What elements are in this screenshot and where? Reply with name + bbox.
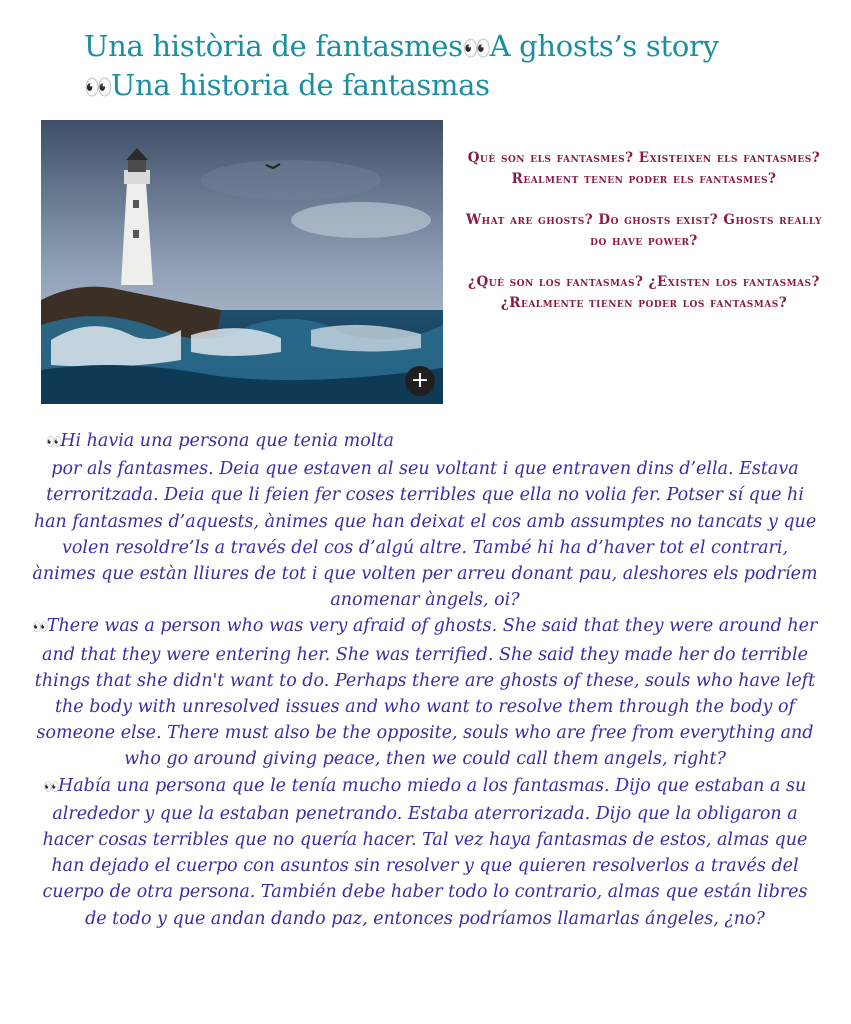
story-catalan: por als fantasmes. Deia que estaven al seu voltant i que entraven dins d’ella. Estava terroritzada. Deia que li feien fer coses terribles que ella no volia fer. Potser sí que hi han fantasmes d’aquests, ànimes que han deixat el cos amb assumptes no tancats y que volen resoldre’ls a través del cos d’algú altre. També hi ha d’haver tot el contrari, ànimes que estàn lliures de tot i que volten per arreu donant pau, aleshores els podríem anomenar àngels, oi? [32,459,818,611]
eyes-emoji-icon: 👀 [46,435,61,450]
story-spanish: Había una persona que le tenía mucho miedo a los fantasmas. Dijo que estaban a su alrededor y que la estaban penetrando. Estaba aterrorizada. Dijo que la obligaron a hacer cosas terribles que no quería hacer. Tal vez haya fantasmas de estos, almas que han dejado el cuerpo con asuntos sin resolver y que quieren resolverlos a través del cuerpo de otra persona. También debe haber todo lo contrario, almas que están libres de todo y que andan dando paz, entonces podríamos llamarlas ángeles, ¿no? [42,775,808,929]
lighthouse-image [41,120,443,404]
title-english: A ghosts’s story [489,29,719,63]
question-catalan: Què son els fantasmes? Existeixen els fantasmes? Realment tenen poder els fantasmes? [467,150,821,187]
title-catalan: Una història de fantasmes [84,29,463,63]
story-english-paragraph [30,613,820,772]
page-title [84,28,804,106]
eyes-emoji-icon: 👀 [43,779,58,795]
question-spanish: ¿Qué son los fantasmas? ¿Existen los fantasmas? ¿Realmente tienen poder los fantasmas? [468,274,820,311]
story-text [30,428,820,932]
story-spanish-paragraph [30,773,820,932]
eyes-emoji-icon: 👀 [32,620,47,636]
story-english: There was a person who was very afraid of ghosts. She said that they were around her and that they were entering her. She was terrified. She said they made her do terrible things that she didn't want to do. Perhaps there are ghosts of these, souls who have left the body with unresolved issues and who want to resolve them through the body of someone else. There must also be the opposite, souls who are free from everything and who go around giving peace, then we could call them angels, right? [34,616,818,770]
title-spanish: Una historia de fantasmas [110,68,490,102]
eyes-emoji-icon: 👀 [462,35,490,62]
eyes-emoji-icon: 👀 [84,74,111,101]
question-english: What are ghosts? Do ghosts exist? Ghosts really do have power? [465,212,823,249]
questions-block [462,148,826,334]
lighthouse-photo[interactable] [41,120,443,404]
expand-button[interactable]: + [405,366,435,396]
story-catalan-first-line: 👀Hi havia una persona que tenia molta [46,431,394,451]
